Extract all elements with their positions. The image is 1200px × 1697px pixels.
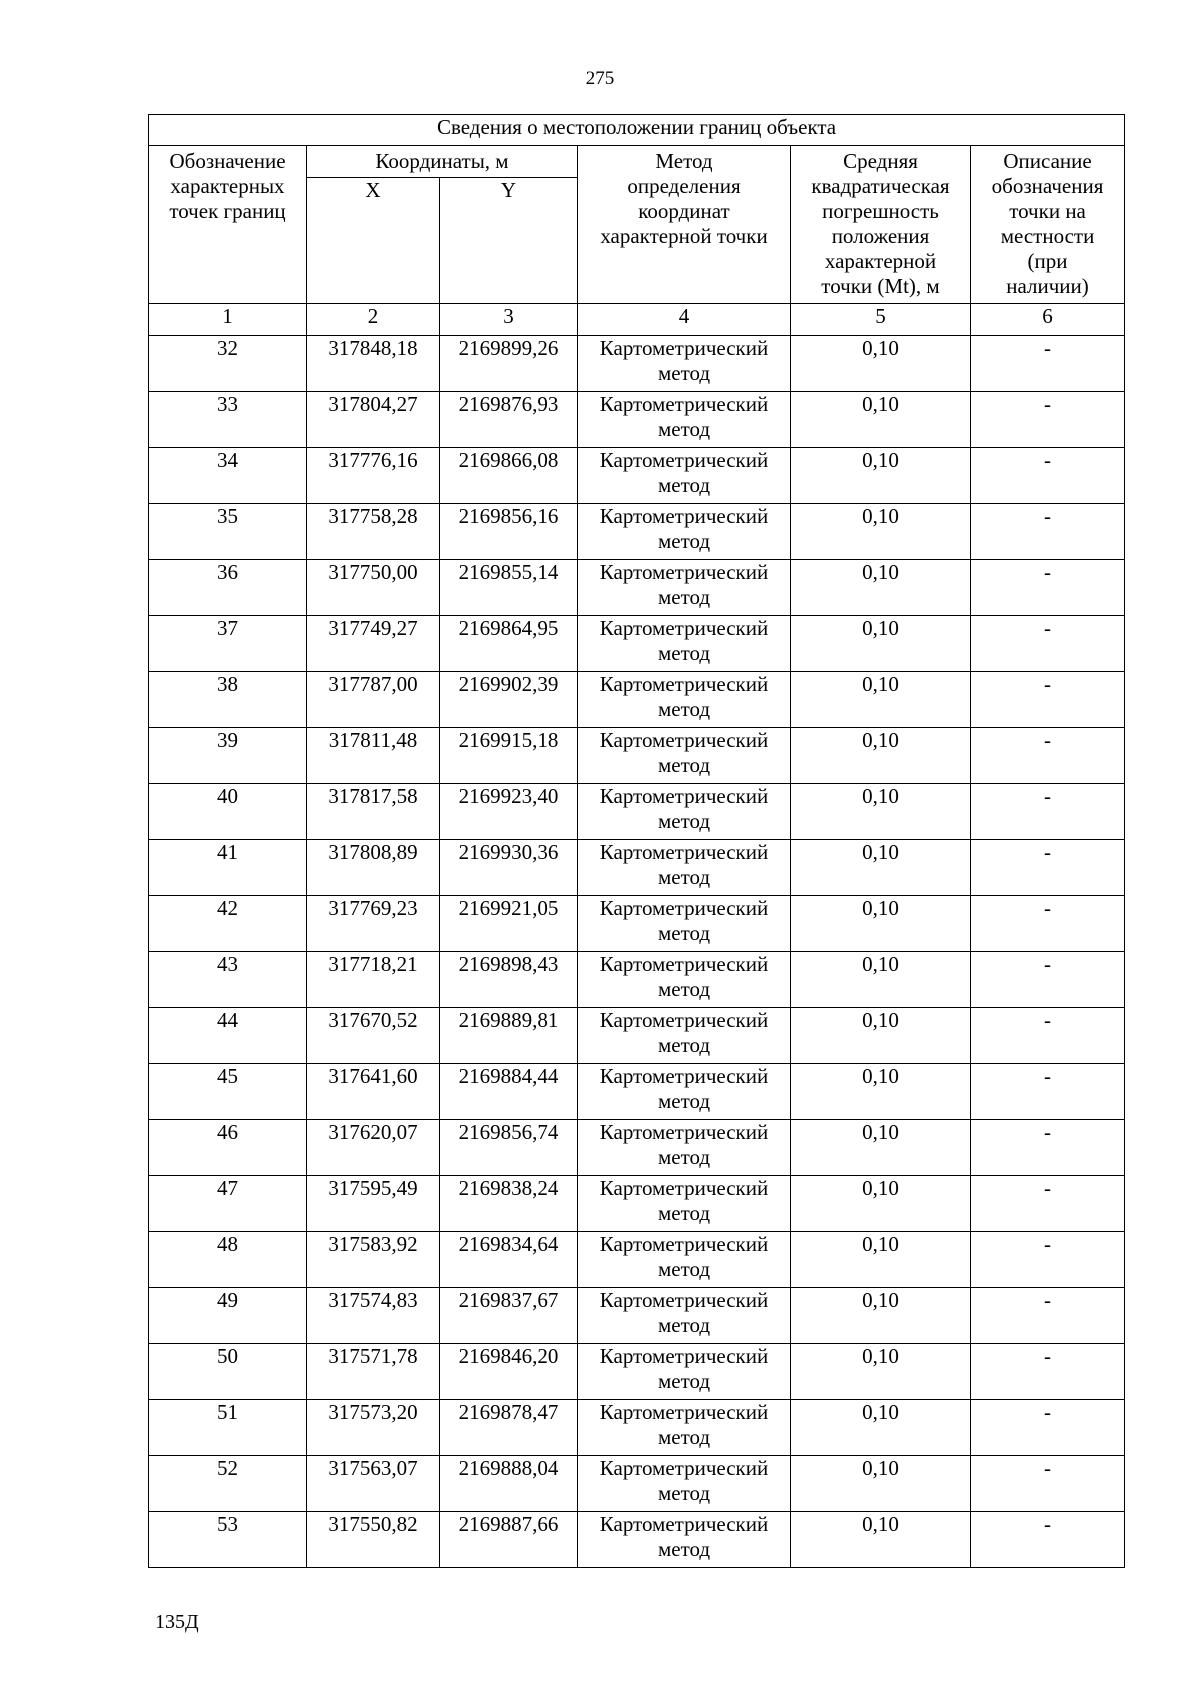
- point-cell: 34: [149, 448, 307, 504]
- method-cell: [578, 504, 791, 560]
- table-row: [149, 560, 1125, 616]
- description-cell: -: [971, 504, 1125, 560]
- method-cell: [578, 616, 791, 672]
- x-cell: 317776,16: [307, 448, 440, 504]
- y-cell: 2169838,24: [440, 1176, 578, 1232]
- y-cell: 2169864,95: [440, 616, 578, 672]
- error-cell: 0,10: [791, 1456, 971, 1512]
- x-cell: 317758,28: [307, 504, 440, 560]
- method-cell: [578, 392, 791, 448]
- point-cell: 52: [149, 1456, 307, 1512]
- table-row: [149, 784, 1125, 840]
- method-line: метод: [657, 921, 711, 945]
- method-cell: [578, 1344, 791, 1400]
- method-cell: [578, 1064, 791, 1120]
- x-cell: 317811,48: [307, 728, 440, 784]
- error-cell: 0,10: [791, 1232, 971, 1288]
- y-cell: 2169899,26: [440, 336, 578, 392]
- method-line: Картометрический: [599, 784, 769, 808]
- x-cell: 317641,60: [307, 1064, 440, 1120]
- error-cell: 0,10: [791, 1400, 971, 1456]
- y-cell: 2169834,64: [440, 1232, 578, 1288]
- description-cell: -: [971, 672, 1125, 728]
- y-cell: 2169915,18: [440, 728, 578, 784]
- point-cell: 47: [149, 1176, 307, 1232]
- description-cell: -: [971, 1120, 1125, 1176]
- x-cell: 317550,82: [307, 1512, 440, 1568]
- method-line: метод: [657, 473, 711, 497]
- header-line: координат: [638, 199, 730, 223]
- x-cell: 317670,52: [307, 1008, 440, 1064]
- method-line: метод: [657, 1257, 711, 1281]
- method-line: метод: [657, 977, 711, 1001]
- table-row: [149, 1400, 1125, 1456]
- point-cell: 38: [149, 672, 307, 728]
- error-cell: 0,10: [791, 952, 971, 1008]
- header-line: (при: [1027, 249, 1068, 273]
- method-cell: [578, 784, 791, 840]
- column-number: 3: [440, 304, 578, 336]
- y-cell: 2169876,93: [440, 392, 578, 448]
- method-cell: [578, 840, 791, 896]
- y-cell: 2169884,44: [440, 1064, 578, 1120]
- method-line: метод: [657, 1537, 711, 1561]
- header-line: точек границ: [169, 199, 286, 223]
- method-cell: [578, 896, 791, 952]
- header-line: определения: [627, 174, 741, 198]
- error-cell: 0,10: [791, 784, 971, 840]
- x-cell: 317817,58: [307, 784, 440, 840]
- method-line: Картометрический: [599, 1008, 769, 1032]
- header-line: точки на: [1009, 199, 1086, 223]
- x-cell: 317848,18: [307, 336, 440, 392]
- description-cell: -: [971, 1456, 1125, 1512]
- header-line: характерной точки: [600, 224, 768, 248]
- method-line: Картометрический: [599, 728, 769, 752]
- table-row: [149, 504, 1125, 560]
- method-cell: [578, 728, 791, 784]
- description-cell: -: [971, 784, 1125, 840]
- error-cell: 0,10: [791, 1064, 971, 1120]
- method-line: Картометрический: [599, 1456, 769, 1480]
- header-method: [578, 146, 791, 304]
- method-line: метод: [657, 1313, 711, 1337]
- method-line: Картометрический: [599, 504, 769, 528]
- method-line: метод: [657, 809, 711, 833]
- description-cell: -: [971, 1512, 1125, 1568]
- point-cell: 49: [149, 1288, 307, 1344]
- description-cell: -: [971, 840, 1125, 896]
- table-row: [149, 448, 1125, 504]
- x-cell: 317749,27: [307, 616, 440, 672]
- method-cell: [578, 1456, 791, 1512]
- table-row: [149, 840, 1125, 896]
- table-row: [149, 336, 1125, 392]
- method-line: метод: [657, 1481, 711, 1505]
- method-line: Картометрический: [599, 1288, 769, 1312]
- point-cell: 43: [149, 952, 307, 1008]
- column-number: 1: [149, 304, 307, 336]
- method-cell: [578, 1232, 791, 1288]
- method-line: Картометрический: [599, 952, 769, 976]
- point-cell: 51: [149, 1400, 307, 1456]
- table-row: [149, 1008, 1125, 1064]
- x-cell: 317571,78: [307, 1344, 440, 1400]
- method-line: Картометрический: [599, 1512, 769, 1536]
- footer-code: 135Д: [155, 1611, 199, 1633]
- error-cell: 0,10: [791, 672, 971, 728]
- error-cell: 0,10: [791, 560, 971, 616]
- table-row: [149, 1288, 1125, 1344]
- error-cell: 0,10: [791, 1008, 971, 1064]
- method-line: Картометрический: [599, 1064, 769, 1088]
- header-line: Метод: [655, 149, 713, 173]
- error-cell: 0,10: [791, 1176, 971, 1232]
- error-cell: 0,10: [791, 728, 971, 784]
- x-cell: 317595,49: [307, 1176, 440, 1232]
- x-cell: 317787,00: [307, 672, 440, 728]
- method-line: метод: [657, 697, 711, 721]
- method-line: метод: [657, 361, 711, 385]
- method-cell: [578, 336, 791, 392]
- y-cell: 2169837,67: [440, 1288, 578, 1344]
- method-line: Картометрический: [599, 1344, 769, 1368]
- method-line: метод: [657, 529, 711, 553]
- table-row: [149, 1344, 1125, 1400]
- table-row: [149, 672, 1125, 728]
- point-cell: 41: [149, 840, 307, 896]
- y-cell: 2169856,74: [440, 1120, 578, 1176]
- header-line: Описание: [1003, 149, 1092, 173]
- method-line: Картометрический: [599, 1232, 769, 1256]
- point-cell: 37: [149, 616, 307, 672]
- error-cell: 0,10: [791, 840, 971, 896]
- y-cell: 2169930,36: [440, 840, 578, 896]
- method-cell: [578, 448, 791, 504]
- error-cell: 0,10: [791, 616, 971, 672]
- header-mean-square-error: [791, 146, 971, 304]
- table-row: [149, 896, 1125, 952]
- error-cell: 0,10: [791, 504, 971, 560]
- x-cell: 317718,21: [307, 952, 440, 1008]
- y-cell: 2169902,39: [440, 672, 578, 728]
- header-point-designation: [149, 146, 307, 304]
- column-number: 4: [578, 304, 791, 336]
- y-cell: 2169887,66: [440, 1512, 578, 1568]
- description-cell: -: [971, 952, 1125, 1008]
- error-cell: 0,10: [791, 336, 971, 392]
- y-cell: 2169889,81: [440, 1008, 578, 1064]
- x-cell: 317573,20: [307, 1400, 440, 1456]
- table-title: Сведения о местоположении границ объекта: [149, 115, 1125, 146]
- point-cell: 53: [149, 1512, 307, 1568]
- method-line: Картометрический: [599, 1176, 769, 1200]
- point-cell: 39: [149, 728, 307, 784]
- error-cell: 0,10: [791, 392, 971, 448]
- error-cell: 0,10: [791, 896, 971, 952]
- table-row: [149, 1176, 1125, 1232]
- method-cell: [578, 1400, 791, 1456]
- method-line: метод: [657, 865, 711, 889]
- description-cell: -: [971, 616, 1125, 672]
- table-row: [149, 1232, 1125, 1288]
- x-cell: 317804,27: [307, 392, 440, 448]
- error-cell: 0,10: [791, 1344, 971, 1400]
- method-line: метод: [657, 1201, 711, 1225]
- header-line: точки (Mt), м: [821, 274, 940, 298]
- x-cell: 317808,89: [307, 840, 440, 896]
- y-cell: 2169923,40: [440, 784, 578, 840]
- table-row: [149, 392, 1125, 448]
- point-cell: 50: [149, 1344, 307, 1400]
- y-cell: 2169856,16: [440, 504, 578, 560]
- header-x: X: [307, 178, 440, 304]
- method-line: Картометрический: [599, 448, 769, 472]
- method-cell: [578, 1176, 791, 1232]
- description-cell: -: [971, 392, 1125, 448]
- x-cell: 317574,83: [307, 1288, 440, 1344]
- point-cell: 32: [149, 336, 307, 392]
- header-coordinates: Координаты, м: [307, 146, 578, 178]
- method-line: метод: [657, 1033, 711, 1057]
- header-line: квадратическая: [811, 174, 950, 198]
- header-line: Обозначение: [169, 149, 286, 173]
- description-cell: -: [971, 448, 1125, 504]
- method-cell: [578, 672, 791, 728]
- method-cell: [578, 560, 791, 616]
- y-cell: 2169921,05: [440, 896, 578, 952]
- x-cell: 317563,07: [307, 1456, 440, 1512]
- column-number: 2: [307, 304, 440, 336]
- header-line: местности: [1000, 224, 1095, 248]
- table-row: [149, 1064, 1125, 1120]
- y-cell: 2169878,47: [440, 1400, 578, 1456]
- description-cell: -: [971, 560, 1125, 616]
- error-cell: 0,10: [791, 1512, 971, 1568]
- method-cell: [578, 952, 791, 1008]
- y-cell: 2169866,08: [440, 448, 578, 504]
- table-row: [149, 1456, 1125, 1512]
- description-cell: -: [971, 1064, 1125, 1120]
- header-line: обозначения: [991, 174, 1104, 198]
- header-line: погрешность: [822, 199, 939, 223]
- point-cell: 42: [149, 896, 307, 952]
- method-line: метод: [657, 753, 711, 777]
- point-cell: 40: [149, 784, 307, 840]
- description-cell: -: [971, 336, 1125, 392]
- page-number: 275: [585, 68, 615, 89]
- point-cell: 36: [149, 560, 307, 616]
- method-cell: [578, 1512, 791, 1568]
- method-line: Картометрический: [599, 896, 769, 920]
- method-line: Картометрический: [599, 392, 769, 416]
- column-number: 5: [791, 304, 971, 336]
- method-cell: [578, 1120, 791, 1176]
- header-line: характерной: [824, 249, 937, 273]
- table-row: [149, 1120, 1125, 1176]
- x-cell: 317583,92: [307, 1232, 440, 1288]
- x-cell: 317750,00: [307, 560, 440, 616]
- point-cell: 44: [149, 1008, 307, 1064]
- method-line: Картометрический: [599, 1400, 769, 1424]
- table-body: [149, 336, 1125, 1568]
- y-cell: 2169855,14: [440, 560, 578, 616]
- method-cell: [578, 1008, 791, 1064]
- x-cell: 317620,07: [307, 1120, 440, 1176]
- method-line: Картометрический: [599, 672, 769, 696]
- method-line: метод: [657, 417, 711, 441]
- table-row: [149, 1512, 1125, 1568]
- point-cell: 35: [149, 504, 307, 560]
- error-cell: 0,10: [791, 1120, 971, 1176]
- error-cell: 0,10: [791, 448, 971, 504]
- header-line: положения: [831, 224, 930, 248]
- method-line: метод: [657, 1089, 711, 1113]
- method-line: Картометрический: [599, 616, 769, 640]
- header-line: Средняя: [843, 149, 918, 173]
- description-cell: -: [971, 1008, 1125, 1064]
- method-line: Картометрический: [599, 560, 769, 584]
- error-cell: 0,10: [791, 1288, 971, 1344]
- boundary-coordinates-table: [148, 114, 1125, 1568]
- header-y: Y: [440, 178, 578, 304]
- x-cell: 317769,23: [307, 896, 440, 952]
- description-cell: -: [971, 1288, 1125, 1344]
- method-cell: [578, 1288, 791, 1344]
- method-line: Картометрический: [599, 336, 769, 360]
- point-cell: 46: [149, 1120, 307, 1176]
- description-cell: -: [971, 728, 1125, 784]
- header-description: [971, 146, 1125, 304]
- method-line: метод: [657, 1145, 711, 1169]
- description-cell: -: [971, 1232, 1125, 1288]
- method-line: метод: [657, 1425, 711, 1449]
- description-cell: -: [971, 1176, 1125, 1232]
- y-cell: 2169898,43: [440, 952, 578, 1008]
- point-cell: 33: [149, 392, 307, 448]
- method-line: Картометрический: [599, 840, 769, 864]
- y-cell: 2169888,04: [440, 1456, 578, 1512]
- point-cell: 45: [149, 1064, 307, 1120]
- header-line: наличии): [1006, 274, 1089, 298]
- method-line: метод: [657, 1369, 711, 1393]
- table-row: [149, 952, 1125, 1008]
- column-number: 6: [971, 304, 1125, 336]
- y-cell: 2169846,20: [440, 1344, 578, 1400]
- description-cell: -: [971, 896, 1125, 952]
- point-cell: 48: [149, 1232, 307, 1288]
- method-line: Картометрический: [599, 1120, 769, 1144]
- description-cell: -: [971, 1400, 1125, 1456]
- method-line: метод: [657, 585, 711, 609]
- header-line: характерных: [170, 174, 285, 198]
- table-row: [149, 616, 1125, 672]
- description-cell: -: [971, 1344, 1125, 1400]
- method-line: метод: [657, 641, 711, 665]
- table-row: [149, 728, 1125, 784]
